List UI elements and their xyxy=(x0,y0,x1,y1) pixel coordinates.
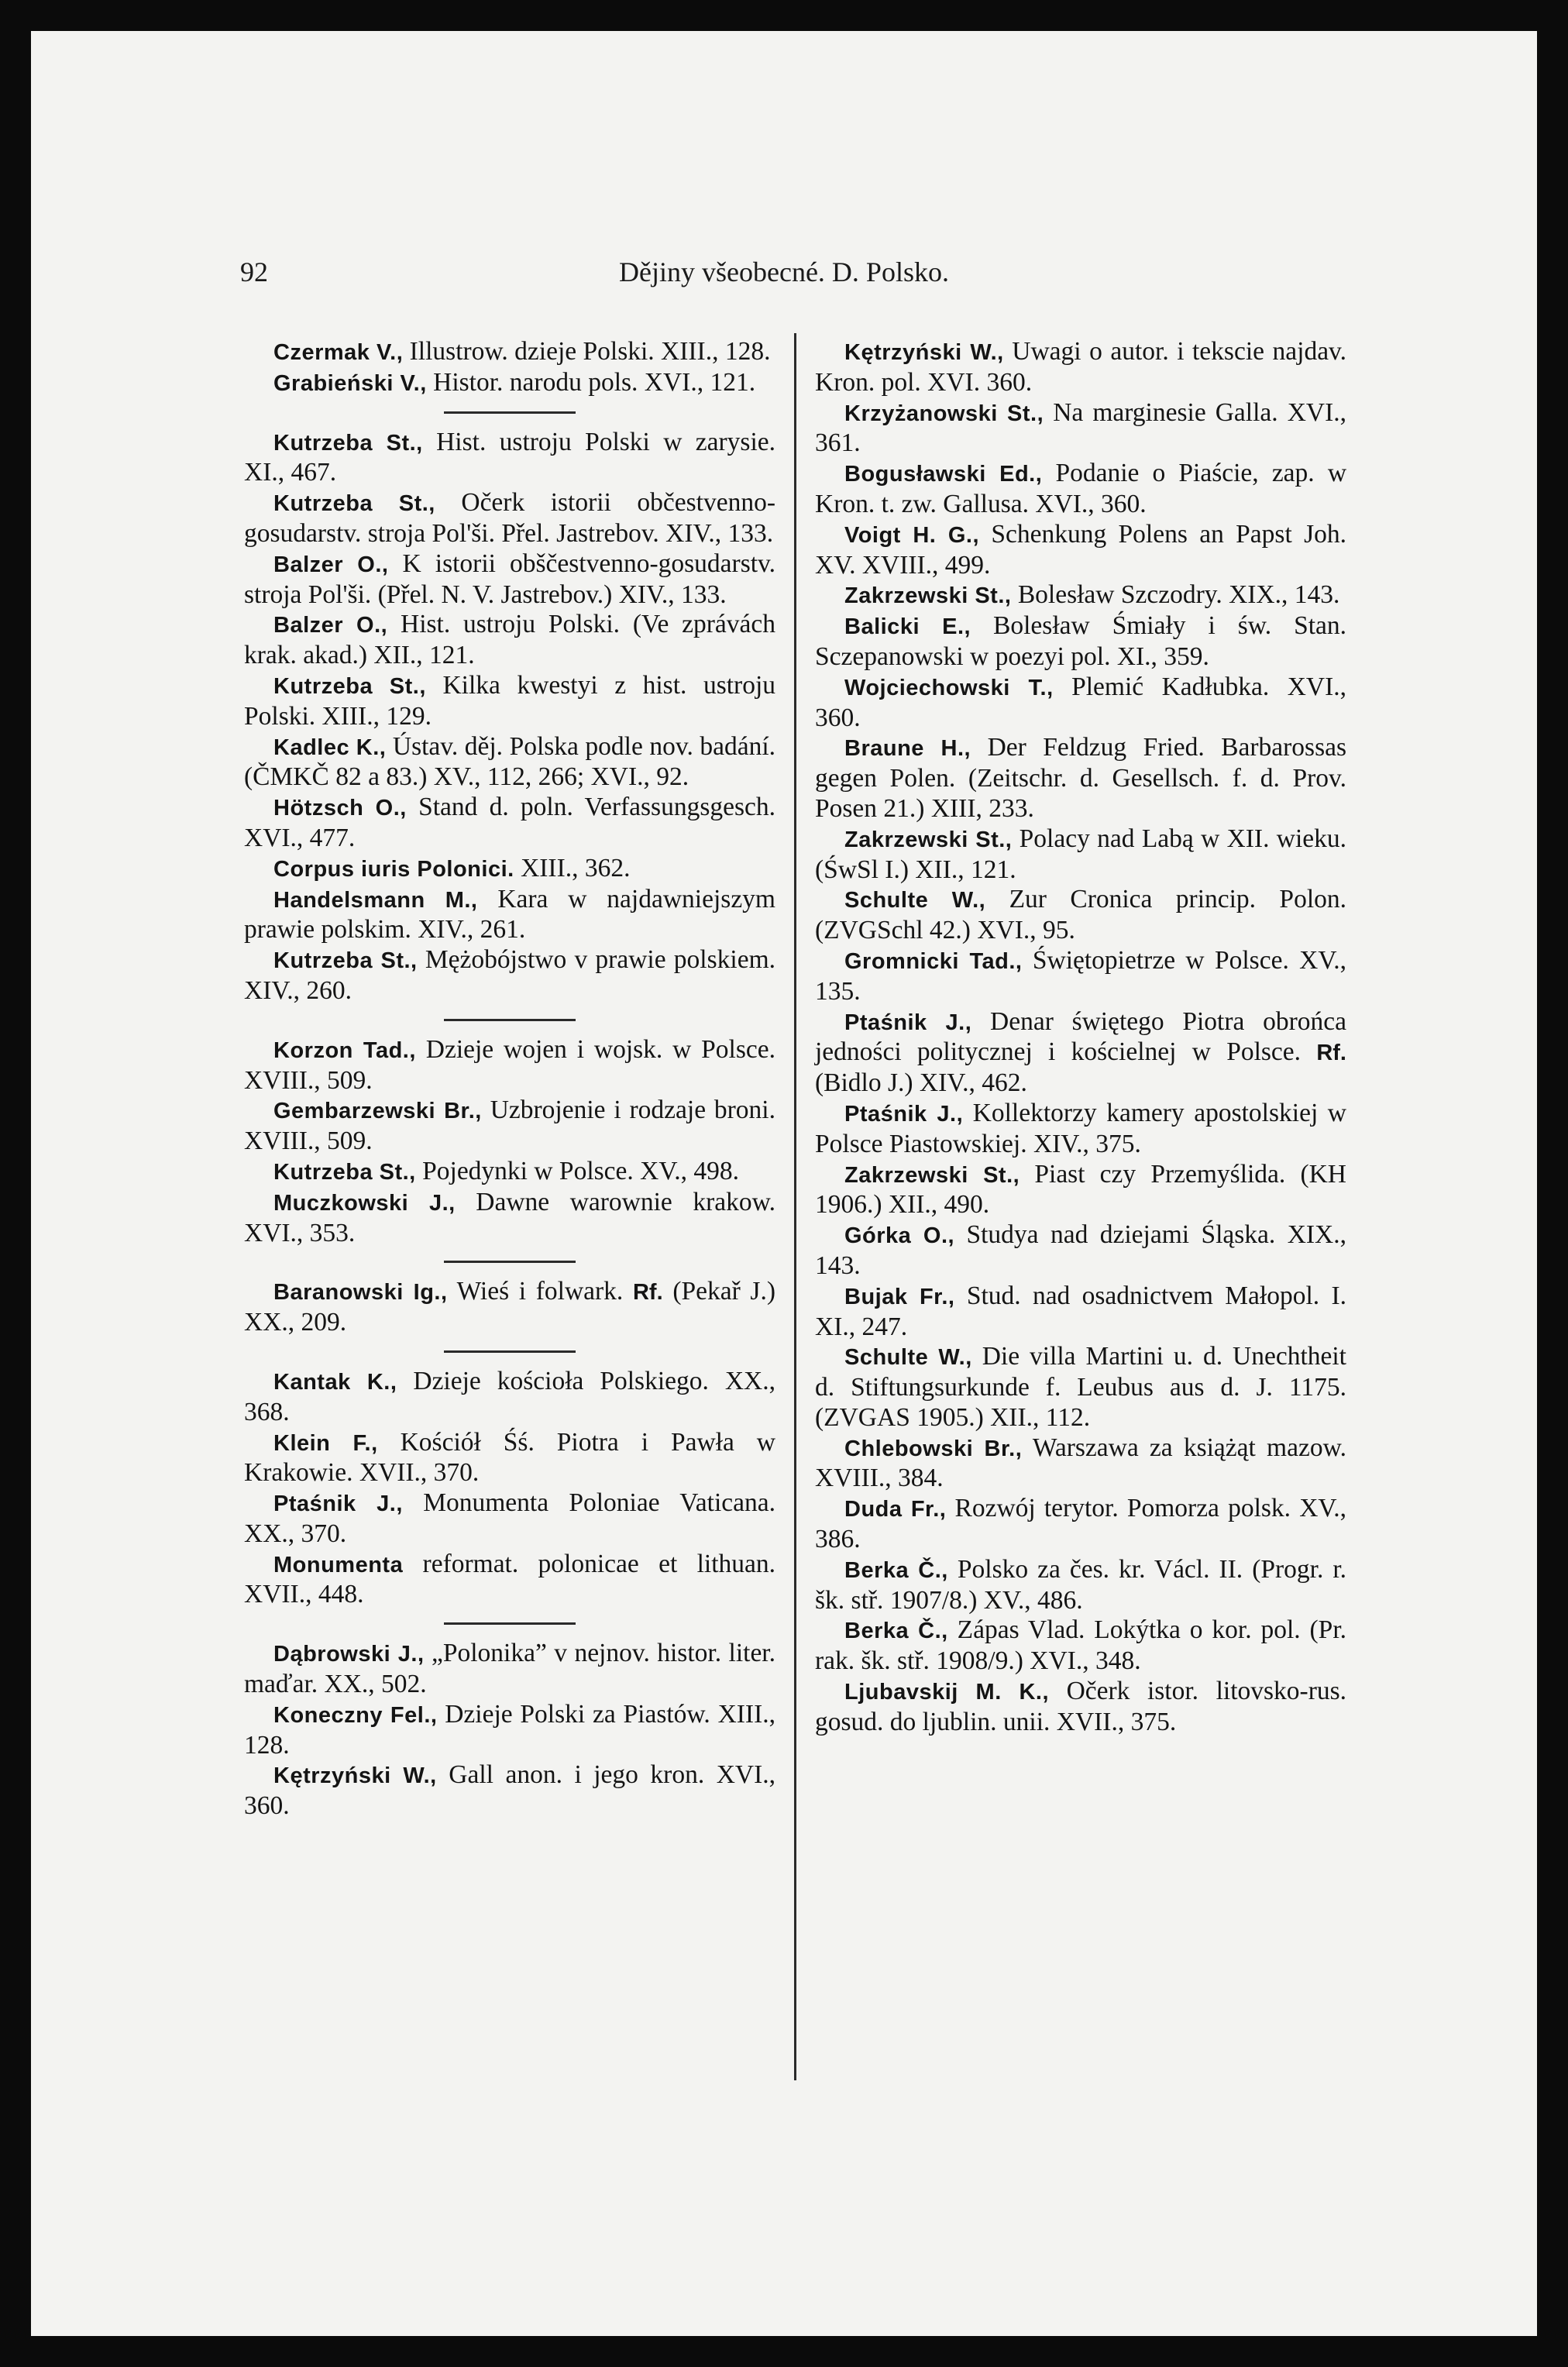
entry-text: Piast czy Przemyślida. (KH 1906.) XII., 490. xyxy=(815,1159,1346,1220)
bibliography-entry xyxy=(815,824,1346,886)
bibliography-entry xyxy=(815,733,1346,824)
entry-author: Duda Fr., xyxy=(844,1497,947,1522)
entry-text: Stand d. poln. Verfassungsgesch. XVI., 477. xyxy=(244,793,776,852)
right-column xyxy=(815,337,1346,1738)
bibliography-entry xyxy=(244,854,775,885)
bibliography-entry xyxy=(244,671,775,732)
page-header xyxy=(31,256,1537,302)
entry-text: Die villa Martini u. d. Unechtheit d. Stiftungsurkunde f. Leubus aus d. J. 1175. (ZVGAS 1905.) XII., 112. xyxy=(815,1342,1346,1432)
entry-text: Polacy nad Labą w XII. wieku. (ŚwSl I.) XII., 121. xyxy=(815,824,1347,884)
bibliography-entry xyxy=(815,1433,1346,1495)
bibliography-entry xyxy=(244,1639,775,1700)
bibliography-entry xyxy=(244,1760,775,1822)
entry-text: Očerk istor. litovsko-rus. gosud. do ljublin. unii. XVII., 375. xyxy=(815,1677,1347,1736)
entry-author: Muczkowski J., xyxy=(273,1190,456,1216)
bibliography-entry xyxy=(244,1188,775,1249)
bibliography-entry xyxy=(244,945,775,1006)
bibliography-entry xyxy=(244,1367,775,1428)
entry-author: Gromnicki Tad., xyxy=(844,948,1023,974)
entry-text: Zur Cronica princip. Polon. (ZVGSchl 42.) XVI., 95. xyxy=(815,885,1346,945)
section-separator xyxy=(444,1622,576,1625)
entry-author: Krzyżanowski St., xyxy=(844,401,1044,426)
entry-text: Mężobójstwo v prawie polskiem. XIV., 260. xyxy=(244,945,776,1005)
bibliography-entry xyxy=(244,428,775,489)
entry-text: Kollektorzy kamery apostolskiej w Polsce Piastowskiej. XIV., 375. xyxy=(815,1098,1346,1158)
entry-author: Gembarzewski Br., xyxy=(273,1099,482,1124)
entry-text: XIII., 362. xyxy=(521,853,631,882)
bibliography-entry xyxy=(815,1615,1346,1677)
entry-author: Voigt H. G., xyxy=(844,522,980,548)
entry-author: Górka O., xyxy=(844,1223,955,1249)
entry-author: Kutrzeba St., xyxy=(273,1159,416,1185)
bibliography-entry xyxy=(244,793,775,854)
entry-review-ref: (Bidlo J.) XIV., 462. xyxy=(815,1068,1027,1098)
entry-text: Na marginesie Galla. XVI., 361. xyxy=(815,397,1347,458)
entry-author: Corpus iuris Polonici. xyxy=(273,856,514,882)
entry-author: Kutrzeba St., xyxy=(273,430,423,456)
column-divider xyxy=(794,333,796,2080)
entry-author: Ptaśnik J., xyxy=(844,1010,972,1035)
entry-author: Ljubavskij M. K., xyxy=(844,1680,1050,1705)
entry-author: Ptaśnik J., xyxy=(844,1101,964,1127)
bibliography-entry xyxy=(244,732,775,793)
entry-author: Czermak V., xyxy=(273,340,404,365)
entry-text: Stud. nad osadnictvem Małopol. I. XI., 247. xyxy=(815,1281,1346,1341)
entry-text: Hist. ustroju Polski. (Ve zprávách krak. akad.) XII., 121. xyxy=(244,610,775,670)
entry-text: Bolesław Szczodry. XIX., 143. xyxy=(1017,580,1340,610)
entry-text: Denar świętego Piotra obrońca jedności politycznej i kościelnej w Polsce. xyxy=(815,1006,1346,1067)
entry-author: Schulte W., xyxy=(844,888,986,913)
entry-text: Uwagi o autor. i tekscie najdav. Kron. pol. XVI. 360. xyxy=(815,337,1347,397)
entry-text: Očerk istorii občestvenno-gosudarstv. stroja Pol'ši. Přel. Jastrebov. XIV., 133. xyxy=(244,488,775,548)
bibliography-entry xyxy=(244,1428,775,1489)
entry-author: Kętrzyński W., xyxy=(844,340,1004,365)
entry-author: Chlebowski Br., xyxy=(844,1436,1023,1461)
entry-author: Kutrzeba St., xyxy=(273,491,435,517)
bibliography-entry xyxy=(815,337,1346,398)
entry-text: reformat. polonicae et lithuan. XVII., 448. xyxy=(244,1549,776,1609)
bibliography-entry xyxy=(815,1160,1346,1221)
bibliography-entry xyxy=(244,610,775,671)
entry-author: Zakrzewski St., xyxy=(844,827,1013,852)
entry-author: Berka Č., xyxy=(844,1619,948,1644)
section-separator xyxy=(444,411,576,414)
bibliography-entry xyxy=(815,1342,1346,1433)
entry-text: Dzieje wojen i wojsk. w Polsce. XVIII., 509. xyxy=(244,1034,775,1095)
bibliography-entry xyxy=(815,580,1346,611)
bibliography-entry xyxy=(244,1157,775,1188)
entry-text: Kara w najdawniejszym prawie polskim. XIV., 261. xyxy=(244,884,775,944)
entry-text: Schenkung Polens an Papst Joh. XV. XVIII., 499. xyxy=(815,519,1347,580)
bibliography-entry xyxy=(244,488,775,549)
entry-text: Dawne warownie krakow. XVI., 353. xyxy=(244,1187,776,1247)
bibliography-entry xyxy=(815,946,1346,1007)
entry-author: Kutrzeba St., xyxy=(273,948,418,974)
bibliography-entry xyxy=(244,1277,775,1338)
entry-text: Bolesław Śmiały i św. Stan. Sczepanowski w poezyi pol. XI., 359. xyxy=(815,611,1347,671)
entry-text: Histor. narodu pols. XVI., 121. xyxy=(433,367,756,397)
entry-text: Pojedynki w Polsce. XV., 498. xyxy=(422,1156,739,1185)
entry-text: Polsko za čes. kr. Václ. II. (Progr. r. šk. stř. 1907/8.) XV., 486. xyxy=(815,1554,1347,1615)
bibliography-entry xyxy=(815,398,1346,459)
entry-text: „Polonika” v nejnov. histor. liter. maďar. XX., 502. xyxy=(244,1639,775,1699)
entry-author: Monumenta xyxy=(273,1552,404,1577)
bibliography-entry xyxy=(815,459,1346,520)
bibliography-entry xyxy=(815,885,1346,946)
entry-text: Wieś i folwark. xyxy=(456,1277,624,1306)
entry-text: Hist. ustroju Polski w zarysie. XI., 467. xyxy=(244,427,776,487)
bibliography-entry xyxy=(244,1550,775,1611)
bibliography-entry xyxy=(815,611,1346,673)
entry-text: Ústav. děj. Polska podle nov. badání. (ČMKČ 82 a 83.) XV., 112, 266; XVI., 92. xyxy=(244,731,775,792)
entry-text: Świętopietrze w Polsce. XV., 135. xyxy=(815,945,1346,1006)
bibliography-entry xyxy=(815,1099,1346,1160)
entry-text: Der Feldzug Fried. Barbarossas gegen Polen. (Zeitschr. d. Gesellsch. f. d. Prov. Posen 21.) XIII, 233. xyxy=(815,733,1347,823)
entry-author: Bogusławski Ed., xyxy=(844,462,1043,487)
entry-author: Korzon Tad., xyxy=(273,1037,416,1063)
entry-text: Kościół Śś. Piotra i Pawła w Krakowie. XVII., 370. xyxy=(244,1427,775,1488)
bibliography-entry xyxy=(815,1282,1346,1343)
bibliography-entry xyxy=(244,1488,775,1550)
entry-text: Studya nad dziejami Śląska. XIX., 143. xyxy=(815,1220,1346,1280)
bibliography-entry xyxy=(815,1677,1346,1738)
bibliography-entry xyxy=(815,1555,1346,1616)
book-page xyxy=(31,31,1537,2336)
bibliography-entry xyxy=(244,885,775,946)
entry-author: Kętrzyński W., xyxy=(273,1763,437,1789)
entry-author: Wojciechowski T., xyxy=(844,675,1054,700)
entry-text: K istorii obščestvenno-gosudarstv. stroja Pol'ši. (Přel. N. V. Jastrebov.) XIV., 133. xyxy=(244,549,775,609)
bibliography-entry xyxy=(244,1096,775,1157)
entry-author: Handelsmann M., xyxy=(273,887,478,913)
review-mark: Rf. xyxy=(632,1280,663,1306)
entry-review-ref: (Pekař J.) XX., 209. xyxy=(244,1277,775,1337)
entry-author: Dąbrowski J., xyxy=(273,1642,425,1667)
entry-text: Illustrow. dzieje Polski. XIII., 128. xyxy=(409,337,771,366)
entry-author: Zakrzewski St., xyxy=(844,1162,1020,1188)
section-separator xyxy=(444,1350,576,1353)
bibliography-entry xyxy=(815,673,1346,734)
review-mark: Rf. xyxy=(1316,1041,1346,1066)
entry-author: Kadlec K., xyxy=(273,735,387,760)
entry-text: Rozwój terytor. Pomorza polsk. XV., 386. xyxy=(815,1494,1347,1554)
entry-author: Balicki E., xyxy=(844,614,971,640)
entry-text: Dzieje kościoła Polskiego. XX., 368. xyxy=(244,1366,775,1426)
bibliography-entry xyxy=(815,1007,1346,1099)
running-title: Dějiny všeobecné. D. Polsko. xyxy=(619,256,949,287)
section-separator xyxy=(444,1261,576,1263)
entry-author: Zakrzewski St., xyxy=(844,583,1012,609)
entry-author: Balzer O., xyxy=(273,613,388,638)
bibliography-entry xyxy=(815,1220,1346,1282)
entry-author: Baranowski Ig., xyxy=(273,1280,448,1306)
section-separator xyxy=(444,1019,576,1021)
entry-text: Warszawa za książąt mazow. XVIII., 384. xyxy=(815,1433,1346,1493)
entry-author: Ptaśnik J., xyxy=(273,1491,403,1517)
entry-author: Klein F., xyxy=(273,1430,378,1456)
entry-text: Plemić Kadłubka. XVI., 360. xyxy=(815,672,1346,732)
entry-author: Grabieński V., xyxy=(273,370,427,396)
entry-text: Uzbrojenie i rodzaje broni. XVIII., 509. xyxy=(244,1096,775,1156)
bibliography-entry xyxy=(244,1700,775,1761)
entry-author: Berka Č., xyxy=(844,1557,948,1583)
entry-author: Balzer O., xyxy=(273,552,389,577)
entry-author: Schulte W., xyxy=(844,1345,972,1371)
entry-author: Koneczny Fel., xyxy=(273,1702,438,1728)
bibliography-entry xyxy=(244,1035,775,1096)
entry-author: Kutrzeba St., xyxy=(273,673,426,699)
bibliography-entry xyxy=(244,368,775,399)
bibliography-entry xyxy=(815,520,1346,581)
page-number: 92 xyxy=(240,256,268,287)
entry-text: Gall anon. i jego kron. XVI., 360. xyxy=(244,1760,776,1821)
entry-author: Hötzsch O., xyxy=(273,796,407,821)
entry-text: Dzieje Polski za Piastów. XIII., 128. xyxy=(244,1699,775,1760)
entry-text: Kilka kwestyi z hist. ustroju Polski. XIII., 129. xyxy=(244,670,775,731)
entry-author: Kantak K., xyxy=(273,1369,397,1395)
entry-text: Monumenta Poloniae Vaticana. XX., 370. xyxy=(244,1488,775,1548)
entry-text: Zápas Vlad. Lokýtka o kor. pol. (Pr. rak. šk. stř. 1908/9.) XVI., 348. xyxy=(815,1615,1346,1676)
entry-author: Bujak Fr., xyxy=(844,1284,955,1309)
entry-author: Braune H., xyxy=(844,736,971,762)
bibliography-entry xyxy=(815,1494,1346,1555)
bibliography-entry xyxy=(244,337,775,368)
bibliography-entry xyxy=(244,549,775,611)
entry-text: Podanie o Piaście, zap. w Kron. t. zw. Gallusa. XVI., 360. xyxy=(815,459,1347,518)
left-column xyxy=(244,337,775,1822)
